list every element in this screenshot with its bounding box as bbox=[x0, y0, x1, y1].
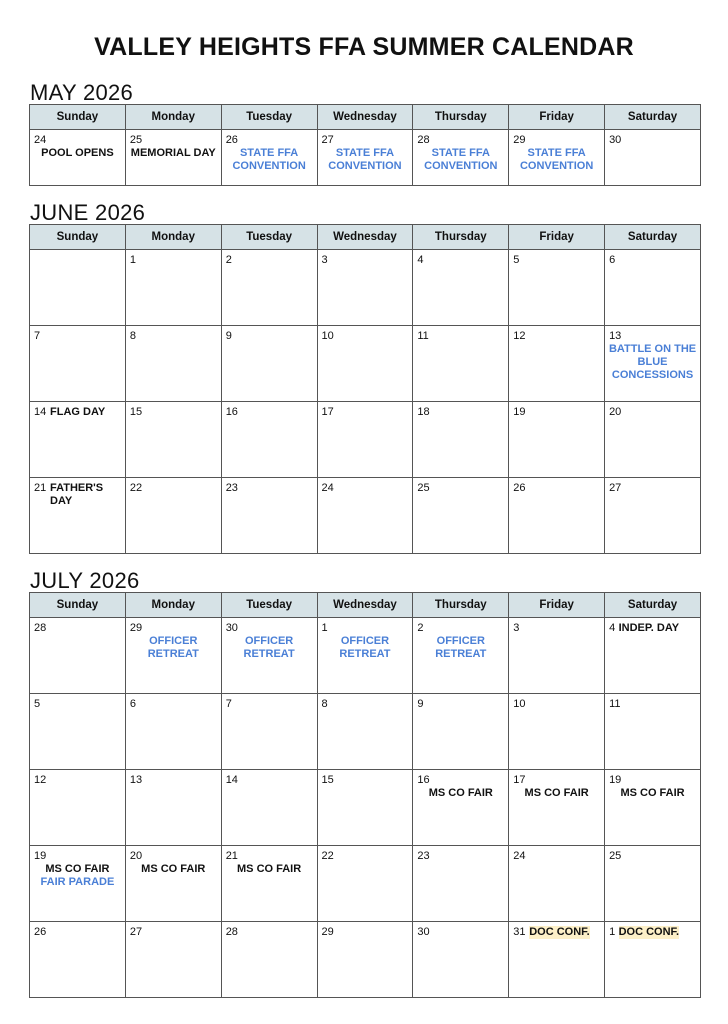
weekday-header: Saturday bbox=[605, 105, 701, 130]
event-label: MEMORIAL DAY bbox=[130, 147, 216, 159]
day-number: 8 bbox=[321, 698, 328, 710]
weekday-header: Friday bbox=[509, 225, 605, 250]
day-cell bbox=[30, 402, 126, 478]
weekday-header: Sunday bbox=[30, 105, 126, 130]
page-title: VALLEY HEIGHTS FFA SUMMER CALENDAR bbox=[94, 33, 634, 61]
day-number: 29 bbox=[321, 926, 334, 938]
day-cell bbox=[317, 618, 413, 694]
day-cell bbox=[125, 478, 221, 554]
day-number: 4 bbox=[609, 622, 616, 634]
event-label: DOC CONF. bbox=[529, 926, 590, 938]
day-cell bbox=[221, 250, 317, 326]
weekday-header: Thursday bbox=[413, 593, 509, 618]
day-number: 2 bbox=[225, 254, 232, 266]
week-row bbox=[30, 250, 701, 326]
day-number: 25 bbox=[417, 482, 430, 494]
week-row bbox=[30, 130, 701, 186]
week-row bbox=[30, 846, 701, 922]
day-number: 20 bbox=[129, 850, 143, 862]
day-number: 14 bbox=[34, 406, 47, 418]
day-cell bbox=[509, 618, 605, 694]
event-label: STATE FFA CONVENTION bbox=[328, 147, 402, 172]
day-cell bbox=[125, 618, 221, 694]
day-number: 7 bbox=[34, 330, 41, 342]
day-number: 21 bbox=[34, 482, 47, 494]
day-cell bbox=[125, 250, 221, 326]
day-number: 25 bbox=[129, 134, 143, 146]
day-number: 24 bbox=[513, 850, 526, 862]
day-cell bbox=[605, 770, 701, 846]
day-number: 1 bbox=[321, 622, 328, 634]
day-cell bbox=[413, 770, 509, 846]
day-cell bbox=[30, 130, 126, 186]
day-number: 23 bbox=[417, 850, 430, 862]
calendar-may bbox=[29, 104, 701, 186]
day-cell bbox=[221, 770, 317, 846]
day-number: 12 bbox=[34, 774, 47, 786]
day-cell bbox=[30, 846, 126, 922]
day-cell bbox=[605, 402, 701, 478]
day-number: 1 bbox=[129, 254, 136, 266]
day-number: 6 bbox=[129, 698, 136, 710]
day-number: 27 bbox=[609, 482, 622, 494]
day-number: 26 bbox=[34, 926, 47, 938]
day-number: 13 bbox=[129, 774, 143, 786]
day-number: 12 bbox=[513, 330, 526, 342]
day-number: 19 bbox=[609, 774, 622, 786]
week-row bbox=[30, 618, 701, 694]
day-number: 5 bbox=[513, 254, 520, 266]
day-cell bbox=[317, 846, 413, 922]
day-cell bbox=[30, 922, 126, 998]
event-label: FATHER'S DAY bbox=[50, 482, 104, 507]
event-label: OFFICER RETREAT bbox=[243, 635, 295, 660]
day-cell bbox=[30, 770, 126, 846]
day-cell bbox=[413, 130, 509, 186]
day-cell bbox=[317, 694, 413, 770]
day-number: 19 bbox=[513, 406, 526, 418]
day-cell bbox=[221, 846, 317, 922]
day-number: 20 bbox=[609, 406, 622, 418]
day-number: 11 bbox=[417, 330, 429, 342]
weekday-header: Saturday bbox=[605, 225, 701, 250]
day-cell bbox=[221, 326, 317, 402]
day-number: 18 bbox=[417, 406, 430, 418]
day-number: 30 bbox=[225, 622, 238, 634]
day-cell bbox=[509, 922, 605, 998]
day-cell bbox=[221, 478, 317, 554]
weekday-header: Thursday bbox=[413, 105, 509, 130]
day-number: 30 bbox=[609, 134, 622, 146]
week-row bbox=[30, 922, 701, 998]
day-number: 19 bbox=[34, 850, 47, 862]
day-cell bbox=[605, 694, 701, 770]
day-cell bbox=[413, 326, 509, 402]
day-cell bbox=[125, 922, 221, 998]
day-number: 9 bbox=[225, 330, 232, 342]
day-number: 4 bbox=[417, 254, 424, 266]
day-cell bbox=[30, 694, 126, 770]
day-cell bbox=[317, 326, 413, 402]
day-number: 21 bbox=[225, 850, 238, 862]
day-cell bbox=[125, 694, 221, 770]
day-number: 3 bbox=[513, 622, 520, 634]
day-cell bbox=[413, 922, 509, 998]
month-title-june: JUNE 2026 bbox=[30, 200, 146, 225]
day-number: 28 bbox=[225, 926, 238, 938]
day-cell bbox=[221, 402, 317, 478]
weekday-header: Monday bbox=[125, 105, 221, 130]
day-cell bbox=[413, 618, 509, 694]
day-number: 5 bbox=[34, 698, 41, 710]
day-cell bbox=[317, 130, 413, 186]
day-number: 22 bbox=[321, 850, 334, 862]
month-title-july: JULY 2026 bbox=[30, 568, 140, 593]
day-number: 27 bbox=[129, 926, 143, 938]
weekday-header: Wednesday bbox=[317, 593, 413, 618]
day-number: 28 bbox=[417, 134, 430, 146]
day-number: 22 bbox=[129, 482, 143, 494]
day-number: 17 bbox=[321, 406, 334, 418]
day-cell bbox=[125, 846, 221, 922]
day-number: 9 bbox=[417, 698, 424, 710]
day-number: 6 bbox=[609, 254, 616, 266]
weekday-header: Tuesday bbox=[221, 593, 317, 618]
day-number: 30 bbox=[417, 926, 430, 938]
day-cell bbox=[413, 250, 509, 326]
weekday-header: Sunday bbox=[30, 593, 126, 618]
day-number: 7 bbox=[225, 698, 232, 710]
event-label: OFFICER RETREAT bbox=[339, 635, 391, 660]
day-number: 3 bbox=[321, 254, 328, 266]
day-cell bbox=[605, 922, 701, 998]
day-cell bbox=[125, 130, 221, 186]
day-number: 16 bbox=[417, 774, 430, 786]
day-cell bbox=[509, 130, 605, 186]
day-cell bbox=[605, 326, 701, 402]
weekday-header: Thursday bbox=[413, 225, 509, 250]
day-cell bbox=[221, 130, 317, 186]
day-number: 29 bbox=[513, 134, 526, 146]
weekday-header: Wednesday bbox=[317, 105, 413, 130]
day-number: 31 bbox=[513, 926, 526, 938]
day-cell bbox=[413, 402, 509, 478]
day-cell bbox=[317, 250, 413, 326]
day-number: 14 bbox=[225, 774, 238, 786]
day-cell bbox=[221, 618, 317, 694]
event-label: STATE FFA CONVENTION bbox=[519, 147, 594, 172]
month-title-may: MAY 2026 bbox=[30, 80, 134, 105]
day-number: 1 bbox=[609, 926, 616, 938]
event-label: DOC CONF. bbox=[618, 926, 680, 938]
day-number: 16 bbox=[225, 406, 238, 418]
week-row bbox=[30, 694, 701, 770]
day-number: 11 bbox=[609, 698, 621, 710]
day-number: 26 bbox=[513, 482, 526, 494]
event-label: OFFICER RETREAT bbox=[435, 635, 487, 660]
day-number: 25 bbox=[609, 850, 622, 862]
day-number: 10 bbox=[321, 330, 334, 342]
day-cell bbox=[605, 846, 701, 922]
day-number: 23 bbox=[225, 482, 238, 494]
event-label: OFFICER RETREAT bbox=[147, 635, 199, 660]
day-cell bbox=[30, 326, 126, 402]
day-cell bbox=[605, 250, 701, 326]
day-cell bbox=[413, 694, 509, 770]
day-cell bbox=[30, 250, 126, 326]
week-row bbox=[30, 326, 701, 402]
event-label: MS CO FAIR bbox=[237, 863, 302, 875]
weekday-header: Friday bbox=[509, 593, 605, 618]
day-cell bbox=[30, 478, 126, 554]
day-cell bbox=[605, 130, 701, 186]
day-cell bbox=[413, 478, 509, 554]
day-number: 27 bbox=[321, 134, 334, 146]
day-number: 17 bbox=[513, 774, 526, 786]
day-number: 29 bbox=[129, 622, 143, 634]
week-row bbox=[30, 478, 701, 554]
week-row bbox=[30, 402, 701, 478]
day-cell bbox=[221, 694, 317, 770]
day-cell bbox=[509, 250, 605, 326]
day-cell bbox=[509, 326, 605, 402]
day-number: 26 bbox=[225, 134, 238, 146]
day-cell bbox=[509, 846, 605, 922]
day-cell bbox=[509, 478, 605, 554]
event-label: STATE FFA CONVENTION bbox=[232, 147, 306, 172]
event-label: STATE FFA CONVENTION bbox=[424, 147, 498, 172]
event-label: INDEP. DAY bbox=[618, 622, 680, 634]
event-label: BATTLE ON THE BLUE CONCESSIONS bbox=[608, 343, 697, 381]
day-number: 8 bbox=[129, 330, 136, 342]
day-number: 24 bbox=[321, 482, 334, 494]
day-cell bbox=[125, 326, 221, 402]
event-label: FAIR PARADE bbox=[40, 876, 115, 888]
day-cell bbox=[509, 402, 605, 478]
day-cell bbox=[125, 770, 221, 846]
day-cell bbox=[317, 402, 413, 478]
weekday-header: Tuesday bbox=[221, 225, 317, 250]
day-number: 13 bbox=[609, 330, 622, 342]
event-label: MS CO FAIR bbox=[428, 787, 493, 799]
event-label: MS CO FAIR bbox=[45, 863, 110, 875]
day-number: 10 bbox=[513, 698, 526, 710]
calendar-july bbox=[29, 592, 701, 998]
calendar-june bbox=[29, 224, 701, 554]
weekday-header: Wednesday bbox=[317, 225, 413, 250]
day-number: 15 bbox=[321, 774, 334, 786]
day-cell bbox=[30, 618, 126, 694]
event-label: MS CO FAIR bbox=[524, 787, 589, 799]
day-cell bbox=[605, 478, 701, 554]
event-label: MS CO FAIR bbox=[620, 787, 685, 799]
event-label: MS CO FAIR bbox=[141, 863, 206, 875]
weekday-header-row bbox=[30, 225, 701, 250]
event-label: FLAG DAY bbox=[50, 406, 106, 418]
weekday-header: Tuesday bbox=[221, 105, 317, 130]
weekday-header: Friday bbox=[509, 105, 605, 130]
day-number: 24 bbox=[34, 134, 47, 146]
day-cell bbox=[317, 922, 413, 998]
day-cell bbox=[605, 618, 701, 694]
day-cell bbox=[221, 922, 317, 998]
day-number: 2 bbox=[417, 622, 424, 634]
weekday-header: Monday bbox=[125, 593, 221, 618]
day-cell bbox=[317, 478, 413, 554]
weekday-header-row bbox=[30, 105, 701, 130]
day-cell bbox=[317, 770, 413, 846]
day-cell bbox=[509, 770, 605, 846]
weekday-header: Saturday bbox=[605, 593, 701, 618]
week-row bbox=[30, 770, 701, 846]
day-cell bbox=[125, 402, 221, 478]
day-number: 28 bbox=[34, 622, 47, 634]
weekday-header-row bbox=[30, 593, 701, 618]
day-number: 15 bbox=[129, 406, 143, 418]
day-cell bbox=[413, 846, 509, 922]
weekday-header: Sunday bbox=[30, 225, 126, 250]
day-cell bbox=[509, 694, 605, 770]
event-label: POOL OPENS bbox=[41, 147, 114, 159]
weekday-header: Monday bbox=[125, 225, 221, 250]
